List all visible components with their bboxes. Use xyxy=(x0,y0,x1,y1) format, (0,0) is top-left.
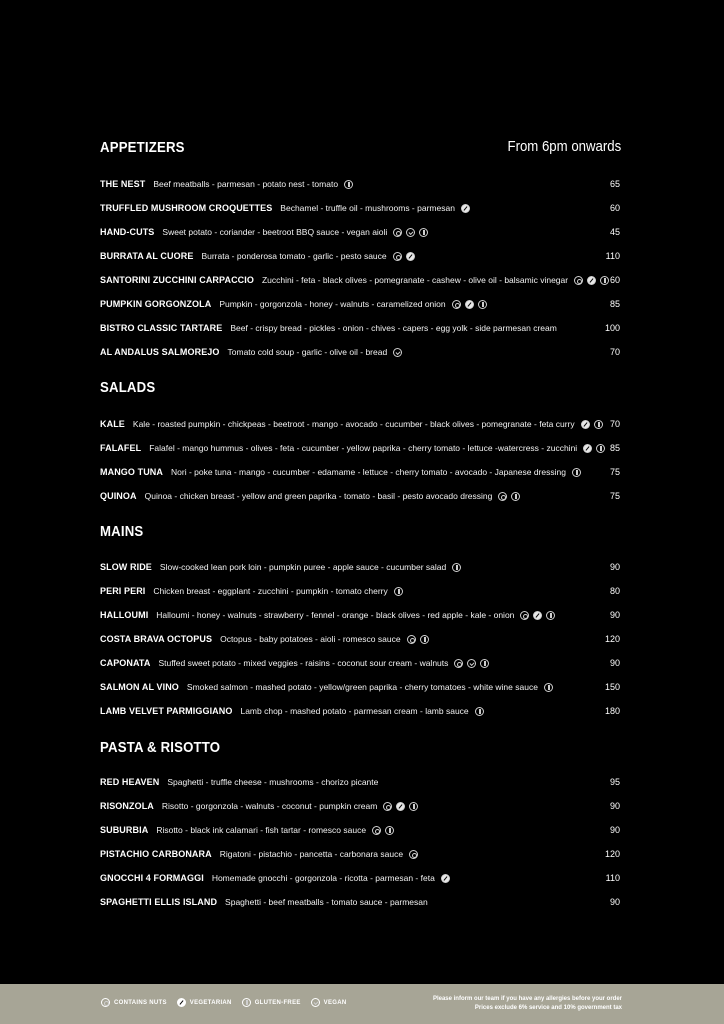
menu-item xyxy=(100,871,620,885)
item-name: SUBURBIA xyxy=(100,825,149,835)
vegan-icon xyxy=(467,659,476,668)
item-name: PISTACHIO CARBONARA xyxy=(100,849,212,859)
contains-nuts-icon xyxy=(454,659,463,668)
item-name: COSTA BRAVA OCTOPUS xyxy=(100,634,213,644)
contains-nuts-icon xyxy=(383,802,392,811)
diet-tags xyxy=(581,420,603,429)
item-description: Spaghetti - truffle cheese - mushrooms - chorizo picante xyxy=(167,777,379,787)
legend-item xyxy=(311,998,347,1007)
item-description: Tomato cold soup - garlic - olive oil - bread xyxy=(227,347,388,357)
item-description: Beef meatballs - parmesan - potato nest - tomato xyxy=(153,179,339,189)
item-description: Stuffed sweet potato - mixed veggies - raisins - coconut sour cream - walnuts xyxy=(158,658,449,668)
item-description: Homemade gnocchi - gorgonzola - ricotta - parmesan - feta xyxy=(211,873,435,883)
item-description: Nori - poke tuna - mango - cucumber - edamame - lettuce - cherry tomato - avocado - Japanese dressing xyxy=(171,467,566,477)
diet-tags xyxy=(393,252,415,261)
item-name: QUINOA xyxy=(100,491,137,501)
vegetarian-icon xyxy=(441,874,450,883)
item-description: Spaghetti - beef meatballs - tomato sauce - parmesan xyxy=(225,897,428,907)
item-description: Sweet potato - coriander - beetroot BBQ sauce - vegan aioli xyxy=(162,227,388,237)
menu-item xyxy=(100,465,620,479)
gluten-free-icon xyxy=(546,611,555,620)
vegetarian-icon xyxy=(396,802,405,811)
diet-tags xyxy=(452,300,487,309)
gluten-free-icon xyxy=(344,180,353,189)
menu-item xyxy=(100,273,620,287)
item-price: 120 xyxy=(604,634,620,644)
menu-item xyxy=(100,656,620,670)
vegan-icon xyxy=(393,348,402,357)
menu-item xyxy=(100,680,620,694)
gluten-free-icon xyxy=(544,683,553,692)
item-description: Slow-cooked lean pork loin - pumpkin puree - apple sauce - cucumber salad xyxy=(159,562,447,572)
section-title: SALADS xyxy=(100,379,156,396)
menu-item xyxy=(100,895,620,909)
diet-tags xyxy=(344,180,353,189)
item-name: MANGO TUNA xyxy=(100,467,163,477)
gluten-free-icon xyxy=(596,444,605,453)
legend-label: CONTAINS NUTS xyxy=(114,999,167,1006)
item-name: HALLOUMI xyxy=(100,610,149,620)
diet-tags xyxy=(372,826,394,835)
item-price: 95 xyxy=(609,777,620,787)
gluten-free-icon xyxy=(242,998,251,1007)
gluten-free-icon xyxy=(385,826,394,835)
item-description: Zucchini - feta - black olives - pomegranate - cashew - olive oil - balsamic vinegar xyxy=(261,275,569,285)
diet-tags xyxy=(544,683,553,692)
item-price: 80 xyxy=(609,586,620,596)
item-name: HAND-CUTS xyxy=(100,227,155,237)
vegetarian-icon xyxy=(583,444,592,453)
menu-item xyxy=(100,417,620,431)
item-price: 70 xyxy=(609,347,620,357)
gluten-free-icon xyxy=(480,659,489,668)
item-name: CAPONATA xyxy=(100,658,151,668)
item-price: 110 xyxy=(605,251,620,261)
menu-item xyxy=(100,321,620,335)
diet-tags xyxy=(409,850,418,859)
item-description: Octopus - baby potatoes - aioli - romesco sauce xyxy=(220,634,401,644)
menu-item xyxy=(100,608,620,622)
diet-tags xyxy=(498,492,520,501)
item-name: PERI PERI xyxy=(100,586,146,596)
item-price: 110 xyxy=(605,873,620,883)
item-name: SALMON AL VINO xyxy=(100,682,179,692)
gluten-free-icon xyxy=(475,707,484,716)
item-description: Halloumi - honey - walnuts - strawberry - fennel - orange - black olives - red apple - kale - onion xyxy=(156,610,515,620)
vegetarian-icon xyxy=(406,252,415,261)
diet-tags xyxy=(393,228,428,237)
menu-item xyxy=(100,560,620,574)
item-price: 150 xyxy=(604,682,620,692)
gluten-free-icon xyxy=(572,468,581,477)
vegetarian-icon xyxy=(461,204,470,213)
item-name: RED HEAVEN xyxy=(100,777,160,787)
vegan-icon xyxy=(311,998,320,1007)
legend-item xyxy=(242,998,301,1007)
item-name: BISTRO CLASSIC TARTARE xyxy=(100,323,223,333)
vegetarian-icon xyxy=(587,276,596,285)
menu-item xyxy=(100,704,620,718)
contains-nuts-icon xyxy=(498,492,507,501)
item-price: 90 xyxy=(609,562,620,572)
item-price: 120 xyxy=(604,849,620,859)
legend-item xyxy=(101,998,167,1007)
item-name: KALE xyxy=(100,419,125,429)
contains-nuts-icon xyxy=(372,826,381,835)
item-description: Quinoa - chicken breast - yellow and green paprika - tomato - basil - pesto avocado dressing xyxy=(144,491,493,501)
item-price: 90 xyxy=(609,897,620,907)
item-description: Beef - crispy bread - pickles - onion - chives - capers - egg yolk - side parmesan cream xyxy=(230,323,557,333)
item-price: 45 xyxy=(609,227,620,237)
gluten-free-icon xyxy=(452,563,461,572)
section-title: MAINS xyxy=(100,523,144,540)
menu-item xyxy=(100,489,620,503)
footer-notes xyxy=(433,995,622,1013)
diet-tags xyxy=(583,444,605,453)
item-price: 90 xyxy=(609,658,620,668)
item-name: PUMPKIN GORGONZOLA xyxy=(100,299,212,309)
contains-nuts-icon xyxy=(452,300,461,309)
vegetarian-icon xyxy=(533,611,542,620)
item-description: Burrata - ponderosa tomato - garlic - pesto sauce xyxy=(201,251,387,261)
section-title: APPETIZERS xyxy=(100,139,185,156)
menu-item xyxy=(100,177,620,191)
diet-tags xyxy=(475,707,484,716)
item-price: 75 xyxy=(609,491,620,501)
item-description: Kale - roasted pumpkin - chickpeas - beetroot - mango - avocado - cucumber - black olives - pomegranate - feta curry xyxy=(132,419,575,429)
diet-tags xyxy=(454,659,489,668)
item-price: 65 xyxy=(609,179,620,189)
vegetarian-icon xyxy=(465,300,474,309)
item-name: AL ANDALUS SALMOREJO xyxy=(100,347,220,357)
contains-nuts-icon xyxy=(393,252,402,261)
item-price: 60 xyxy=(609,203,620,213)
diet-tags xyxy=(393,348,402,357)
footer xyxy=(0,984,724,1024)
menu-item xyxy=(100,441,620,455)
menu-tagline: From 6pm onwards xyxy=(507,138,621,155)
diet-tags xyxy=(574,276,609,285)
item-price: 90 xyxy=(609,610,620,620)
menu-item xyxy=(100,847,620,861)
legend-label: VEGAN xyxy=(323,999,347,1006)
diet-tags xyxy=(441,874,450,883)
item-name: TRUFFLED MUSHROOM CROQUETTES xyxy=(100,203,273,213)
item-price: 100 xyxy=(604,323,620,333)
item-name: BURRATA AL CUORE xyxy=(100,251,194,261)
item-name: FALAFEL xyxy=(100,443,142,453)
allergy-note: Please inform our team if you have any allergies before your order xyxy=(432,996,622,1002)
contains-nuts-icon xyxy=(520,611,529,620)
gluten-free-icon xyxy=(511,492,520,501)
diet-tags xyxy=(407,635,429,644)
item-name: RISONZOLA xyxy=(100,801,154,811)
legend-label: GLUTEN-FREE xyxy=(254,999,301,1006)
gluten-free-icon xyxy=(420,635,429,644)
contains-nuts-icon xyxy=(574,276,583,285)
item-price: 180 xyxy=(604,706,620,716)
item-description: Bechamel - truffle oil - mushrooms - parmesan xyxy=(280,203,455,213)
menu-item xyxy=(100,201,620,215)
menu-item xyxy=(100,632,620,646)
item-price: 70 xyxy=(609,419,620,429)
contains-nuts-icon xyxy=(407,635,416,644)
item-price: 85 xyxy=(609,299,620,309)
menu-item xyxy=(100,297,620,311)
item-name: SLOW RIDE xyxy=(100,562,152,572)
item-description: Chicken breast - eggplant - zucchini - pumpkin - tomato cherry xyxy=(153,586,388,596)
item-price: 85 xyxy=(609,443,620,453)
contains-nuts-icon xyxy=(393,228,402,237)
item-name: THE NEST xyxy=(100,179,146,189)
item-description: Risotto - black ink calamari - fish tartar - romesco sauce xyxy=(156,825,367,835)
contains-nuts-icon xyxy=(101,998,110,1007)
vegetarian-icon xyxy=(581,420,590,429)
price-note: Prices exclude 6% service and 10% government tax xyxy=(474,1005,622,1011)
gluten-free-icon xyxy=(600,276,609,285)
item-description: Smoked salmon - mashed potato - yellow/green paprika - cherry tomatoes - white wine sauce xyxy=(186,682,538,692)
diet-tags xyxy=(572,468,581,477)
allergen-legend xyxy=(101,998,347,1007)
diet-tags xyxy=(461,204,470,213)
item-name: LAMB VELVET PARMIGGIANO xyxy=(100,706,233,716)
section-title: PASTA & RISOTTO xyxy=(100,739,221,756)
menu-item xyxy=(100,775,620,789)
menu-item xyxy=(100,249,620,263)
item-price: 90 xyxy=(609,801,620,811)
item-description: Risotto - gorgonzola - walnuts - coconut - pumpkin cream xyxy=(161,801,378,811)
item-description: Lamb chop - mashed potato - parmesan cream - lamb sauce xyxy=(240,706,469,716)
item-price: 75 xyxy=(609,467,620,477)
gluten-free-icon xyxy=(419,228,428,237)
diet-tags xyxy=(394,587,403,596)
diet-tags xyxy=(520,611,555,620)
vegetarian-icon xyxy=(177,998,186,1007)
item-description: Pumpkin - gorgonzola - honey - walnuts - caramelized onion xyxy=(219,299,446,309)
diet-tags xyxy=(383,802,418,811)
menu-item xyxy=(100,799,620,813)
item-description: Rigatoni - pistachio - pancetta - carbonara sauce xyxy=(219,849,404,859)
item-price: 60 xyxy=(609,275,620,285)
vegan-icon xyxy=(406,228,415,237)
gluten-free-icon xyxy=(594,420,603,429)
diet-tags xyxy=(452,563,461,572)
gluten-free-icon xyxy=(409,802,418,811)
gluten-free-icon xyxy=(394,587,403,596)
menu-item xyxy=(100,225,620,239)
legend-label: VEGETARIAN xyxy=(189,999,232,1006)
legend-item xyxy=(177,998,232,1007)
menu-item xyxy=(100,345,620,359)
item-name: SANTORINI ZUCCHINI CARPACCIO xyxy=(100,275,254,285)
gluten-free-icon xyxy=(478,300,487,309)
menu-item xyxy=(100,584,620,598)
item-price: 90 xyxy=(609,825,620,835)
item-name: SPAGHETTI ELLIS ISLAND xyxy=(100,897,218,907)
item-description: Falafel - mango hummus - olives - feta - cucumber - yellow paprika - cherry tomato - lettuce -watercress - zucchini xyxy=(149,443,578,453)
item-name: GNOCCHI 4 FORMAGGI xyxy=(100,873,204,883)
contains-nuts-icon xyxy=(409,850,418,859)
menu-item xyxy=(100,823,620,837)
